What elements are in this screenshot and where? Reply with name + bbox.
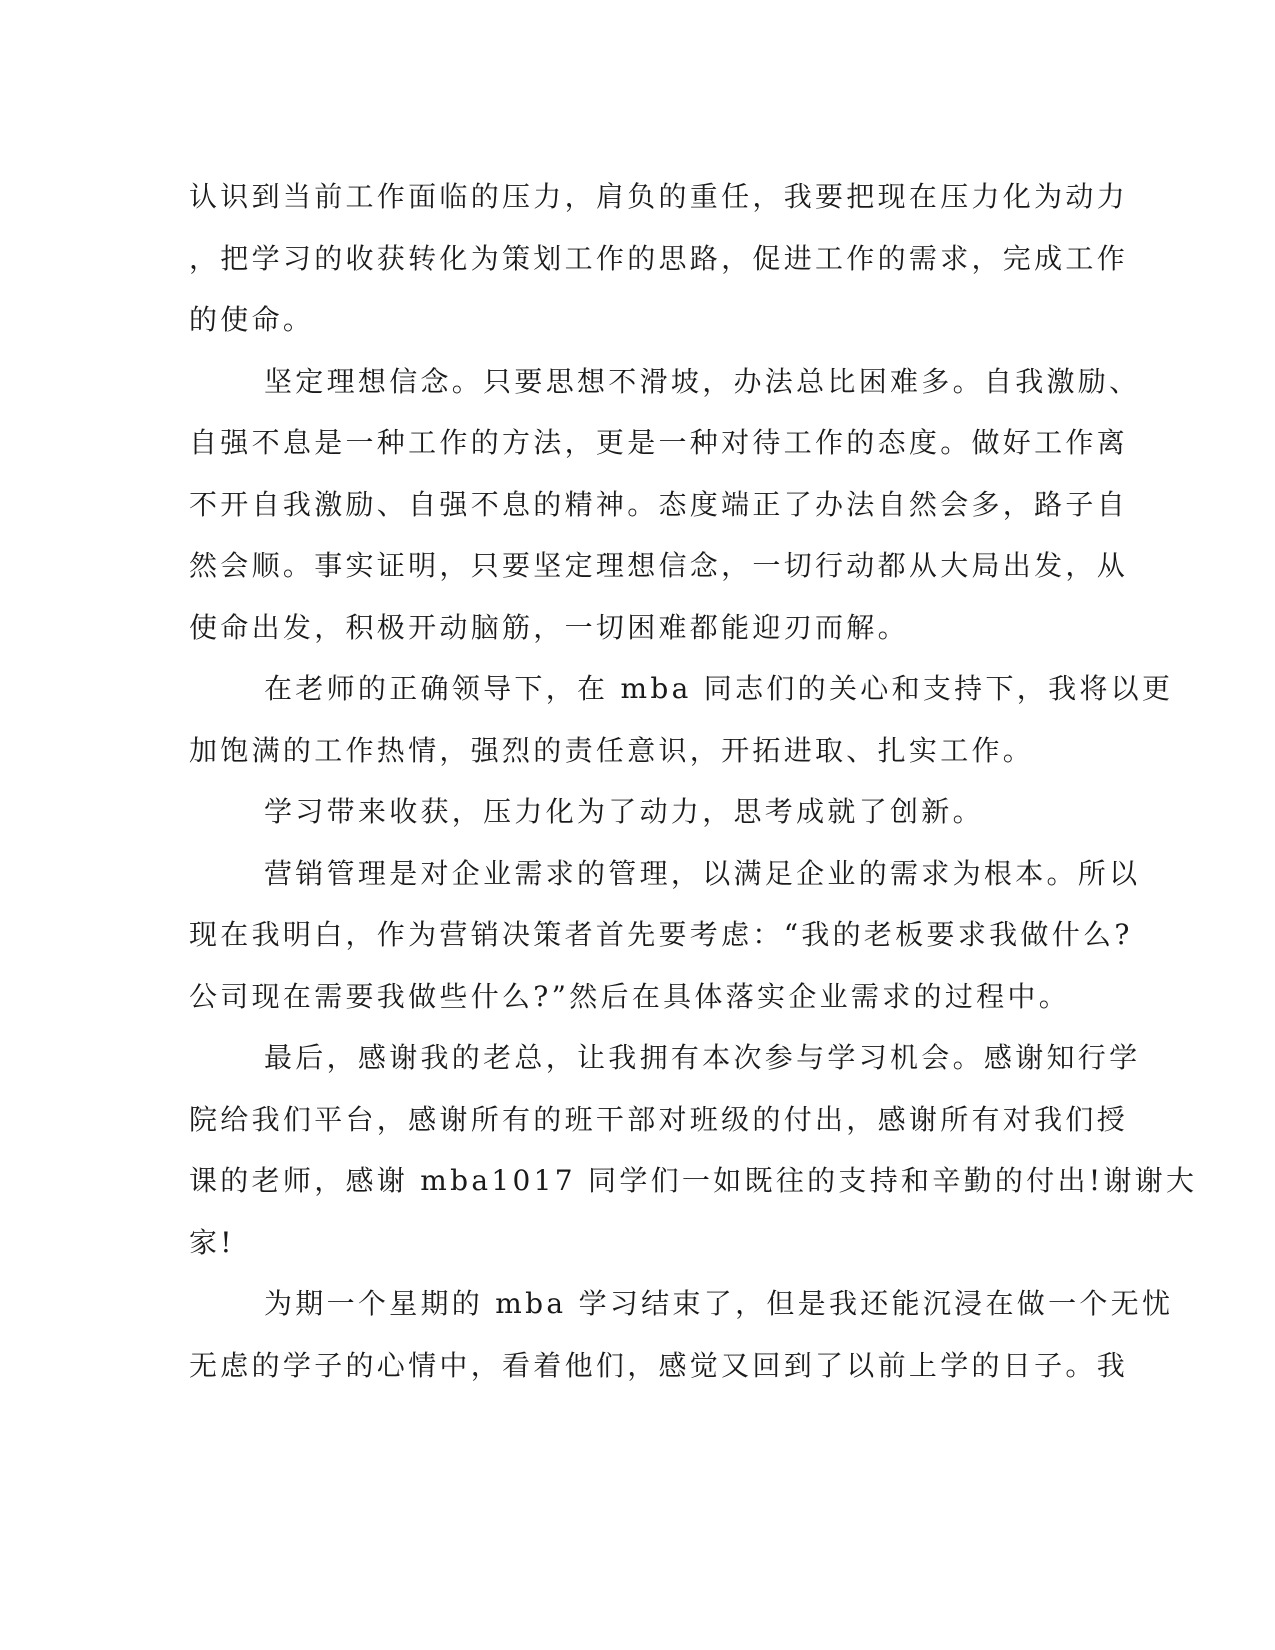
text-line-3: 的使命。 (189, 303, 315, 336)
text-line-11: 学习带来收获，压力化为了动力，思考成就了创新。 (264, 795, 984, 828)
text-line-5: 自强不息是一种工作的方法，更是一种对待工作的态度。做好工作离 (189, 426, 1129, 459)
text-line-4: 坚定理想信念。只要思想不滑坡，办法总比困难多。自我激励、 (264, 364, 1141, 398)
text-line-13: 现在我明白，作为营销决策者首先要考虑：“我的老板要求我做什么? (189, 918, 1133, 951)
text-line-10: 加饱满的工作热情，强烈的责任意识，开拓进取、扎实工作。 (189, 733, 1035, 767)
text-line-7: 然会顺。事实证明，只要坚定理想信念，一切行动都从大局出发，从 (189, 549, 1129, 582)
text-line-6: 不开自我激励、自强不息的精神。态度端正了办法自然会多，路子自 (189, 487, 1129, 521)
text-line-20: 无虑的学子的心情中，看着他们，感觉又回到了以前上学的日子。我 (189, 1348, 1129, 1382)
text-line-8: 使命出发，积极开动脑筋，一切困难都能迎刃而解。 (189, 610, 909, 644)
text-line-15: 最后，感谢我的老总，让我拥有本次参与学习机会。感谢知行学 (264, 1041, 1141, 1074)
text-line-12: 营销管理是对企业需求的管理，以满足企业的需求为根本。所以 (264, 856, 1141, 890)
text-line-14: 公司现在需要我做些什么?”然后在具体落实企业需求的过程中。 (189, 979, 1071, 1013)
text-line-18: 家! (189, 1225, 235, 1259)
text-line-1: 认识到当前工作面临的压力，肩负的重任，我要把现在压力化为动力 (189, 180, 1129, 213)
text-line-16: 院给我们平台，感谢所有的班干部对班级的付出，感谢所有对我们授 (189, 1102, 1129, 1136)
text-line-9: 在老师的正确领导下，在 mba 同志们的关心和支持下，我将以更 (264, 672, 1174, 705)
text-line-17: 课的老师，感谢 mba1017 同学们一如既往的支持和辛勤的付出!谢谢大 (189, 1164, 1198, 1197)
text-line-2: ，把学习的收获转化为策划工作的思路，促进工作的需求，完成工作 (189, 241, 1129, 275)
body-text (189, 166, 1198, 1396)
text-line-19: 为期一个星期的 mba 学习结束了，但是我还能沉浸在做一个无忧 (264, 1287, 1174, 1320)
